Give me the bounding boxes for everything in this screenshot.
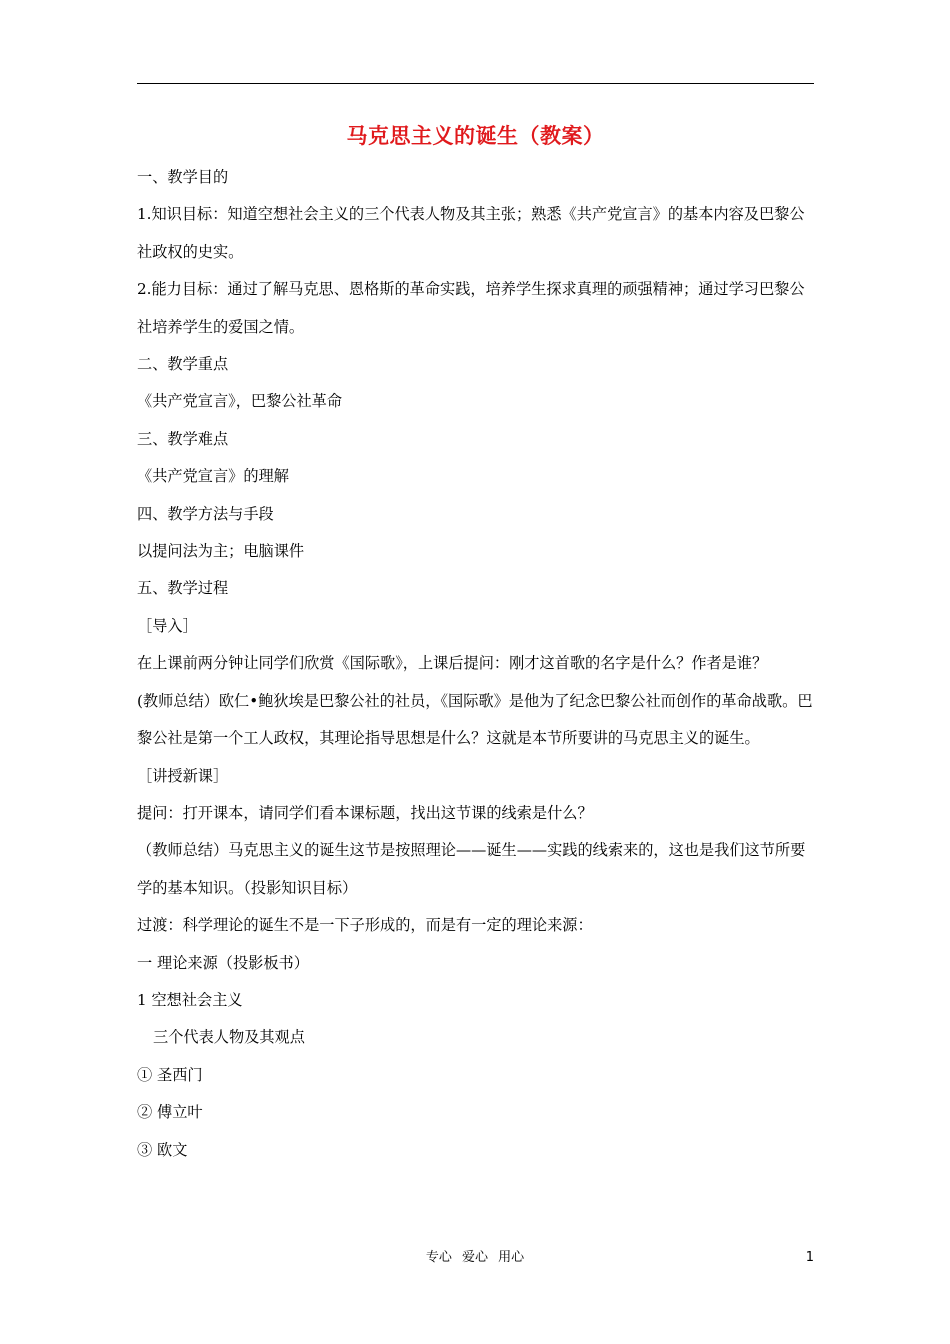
teacher-summary-2: （教师总结）马克思主义的诞生这节是按照理论——诞生——实践的线索来的，这也是我们这节所要学的基本知识。（投影知识目标） (137, 841, 806, 897)
ability-objective: 2.能力目标：通过了解马克思、恩格斯的革命实践，培养学生探求真理的顽强精神；通过学习巴黎公社培养学生的爱国之情。 (137, 280, 805, 336)
list-item: ③ 欧文 (137, 1140, 188, 1159)
difficulties-text: 《共产党宣言》的理解 (137, 467, 289, 486)
transition-text: 过渡：科学理论的诞生不是一下子形成的，而是有一定的理论来源： (137, 916, 593, 935)
question-text: 提问：打开课本，请同学们看本课标题，找出这节课的线索是什么？ (137, 803, 593, 822)
section-heading-difficulties: 三、教学难点 (137, 429, 229, 448)
header-rule (137, 83, 814, 84)
list-item: ② 傅立叶 (137, 1103, 203, 1122)
subheading-new-lesson: ［讲授新课］ (137, 766, 229, 785)
document-title: 马克思主义的诞生（教案） (346, 123, 605, 148)
document-body (137, 159, 814, 1169)
subheading-introduction: ［导入］ (137, 616, 198, 635)
section-heading-process: 五、教学过程 (137, 579, 229, 598)
footer-motto: 专心 爱心 用心 (425, 1250, 525, 1265)
key-points-text: 《共产党宣言》，巴黎公社革命 (137, 392, 343, 411)
knowledge-objective: 1.知识目标：知道空想社会主义的三个代表人物及其主张；熟悉《共产党宣言》的基本内容及巴黎公社政权的史实。 (137, 205, 805, 261)
teacher-summary-1: (教师总结）欧仁•鲍狄埃是巴黎公社的社员，《国际歌》是他为了纪念巴黎公社而创作的革命战歌。巴黎公社是第一个工人政权，其理论指导思想是什么？这就是本节所要讲的马克思主义的诞生。 (137, 691, 813, 748)
methods-text: 以提问法为主；电脑课件 (137, 542, 305, 561)
page-number: 1 (805, 1250, 814, 1265)
introduction-text: 在上课前两分钟让同学们欣赏《国际歌》，上课后提问：刚才这首歌的名字是什么？作者是谁？ (137, 654, 768, 673)
section-heading-methods: 四、教学方法与手段 (137, 504, 274, 523)
section-heading-objectives: 一、教学目的 (137, 168, 229, 186)
representatives-heading: 三个代表人物及其观点 (153, 1028, 305, 1047)
list-item: ① 圣西门 (137, 1065, 203, 1084)
section-heading-key-points: 二、教学重点 (137, 355, 229, 374)
theory-source-heading: 一 理论来源（投影板书） (137, 953, 309, 972)
utopian-socialism-heading: 1 空想社会主义 (137, 990, 243, 1009)
